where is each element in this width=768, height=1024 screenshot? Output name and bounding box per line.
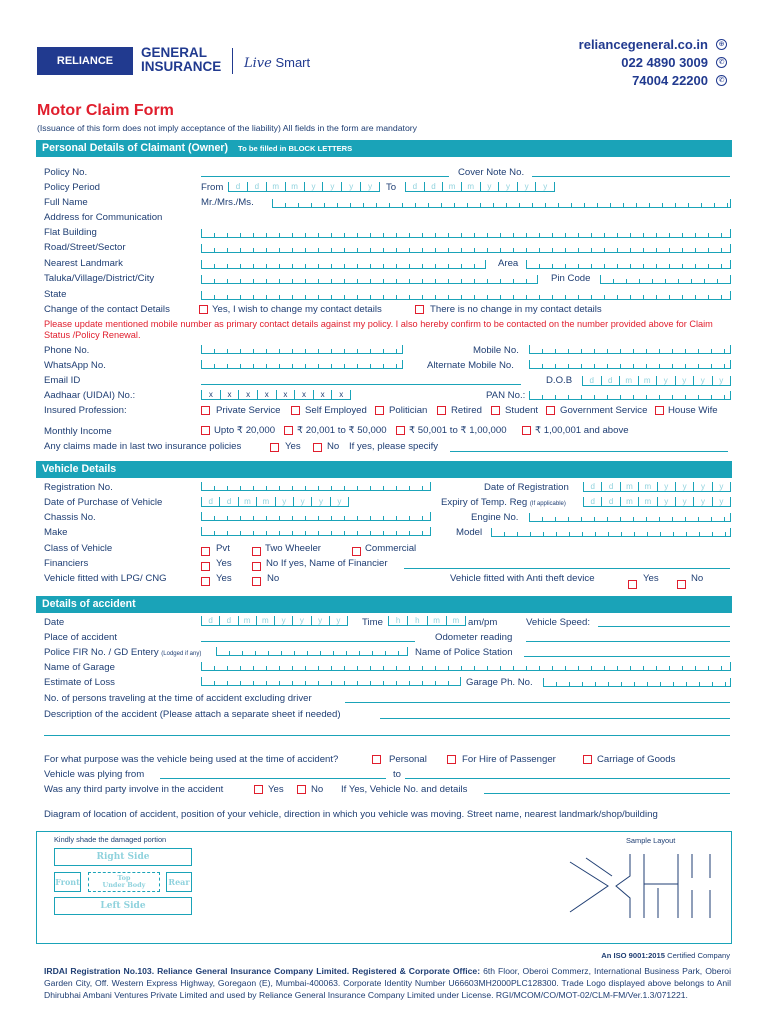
date-placeholder: y: [275, 616, 293, 625]
date-placeholder: y: [276, 497, 294, 506]
income-checkbox[interactable]: [522, 426, 531, 435]
date-placeholder: d: [602, 482, 620, 491]
car-rear[interactable]: Rear: [166, 872, 192, 892]
profession-option: House Wife: [668, 405, 718, 416]
date-placeholder: y: [312, 497, 330, 506]
car-right-side[interactable]: Right Side: [54, 848, 192, 866]
date-placeholder: m: [639, 376, 658, 385]
date-placeholder: y: [305, 182, 324, 191]
label-garage: Name of Garage: [44, 662, 115, 673]
date-placeholder: y: [330, 616, 348, 625]
label-anti-theft-no: No: [691, 573, 704, 584]
anti-theft-yes-checkbox[interactable]: [628, 580, 637, 589]
income-option: Upto ₹ 20,000: [214, 425, 276, 436]
label-diagram: Diagram of location of accident, position of your vehicle, direction in which you vehicle was moving. Street name, nearest landmark/shop/building: [44, 809, 658, 820]
iso-certification: An ISO 9001:2015 Certified Company: [601, 951, 730, 960]
aadhaar-mask-char: x: [314, 390, 333, 399]
date-placeholder: d: [584, 482, 602, 491]
income-checkbox[interactable]: [201, 426, 210, 435]
whatsapp-text: 74004 22200: [632, 73, 708, 88]
state-field[interactable]: [201, 291, 731, 300]
date-placeholder: m: [639, 497, 657, 506]
label-email: Email ID: [44, 375, 81, 386]
date-placeholder: d: [602, 497, 620, 506]
date-placeholder: y: [331, 497, 349, 506]
dob-field[interactable]: [582, 376, 731, 386]
date-placeholder: y: [481, 182, 500, 191]
profession-checkbox[interactable]: [655, 406, 664, 415]
aadhaar-field[interactable]: [201, 390, 351, 400]
label-address: Address for Communication: [44, 212, 163, 223]
garage-ph-field[interactable]: [543, 678, 731, 687]
label-change-contact: Change of the contact Details: [44, 304, 170, 315]
pan-field[interactable]: [529, 391, 731, 400]
contact-notice: Please update mentioned mobile number as primary contact details against my policy. I also hereby confirm to be contacted on the number provided above for Claim Status /Policy Renewal.: [44, 319, 713, 340]
financier-name-field[interactable]: [404, 568, 730, 569]
label-pin: Pin Code: [551, 273, 591, 284]
label-full-name: Full Name: [44, 197, 88, 208]
date-placeholder: m: [286, 182, 305, 191]
label-cover-note: Cover Note No.: [458, 167, 525, 178]
label-registration: Registration No.: [44, 482, 113, 493]
label-speed: Vehicle Speed:: [526, 617, 591, 628]
label-temp-reg: Expiry of Temp. Reg (If applicable): [441, 497, 566, 508]
label-plying-from: Vehicle was plying from: [44, 769, 145, 780]
date-placeholder: y: [499, 182, 518, 191]
label-odometer: Odometer reading: [435, 632, 513, 643]
website-text[interactable]: reliancegeneral.co.in: [578, 37, 708, 52]
date-placeholder: d: [220, 497, 238, 506]
cover-note-field[interactable]: [532, 176, 730, 177]
label-area: Area: [498, 258, 519, 269]
label-road: Road/Street/Sector: [44, 242, 126, 253]
class-checkbox[interactable]: [352, 547, 361, 556]
email-field[interactable]: [201, 384, 521, 385]
date-placeholder: y: [694, 376, 713, 385]
change-yes-checkbox[interactable]: [199, 305, 208, 314]
purpose-checkbox[interactable]: [583, 755, 592, 764]
label-lpg-no: No: [267, 573, 280, 584]
date-placeholder: y: [676, 497, 694, 506]
date-placeholder: m: [621, 482, 639, 491]
time-placeholder: m: [428, 616, 447, 625]
date-placeholder: y: [694, 482, 712, 491]
label-claims: Any claims made in last two insurance policies: [44, 441, 242, 452]
label-third-party: Was any third party involve in the accident: [44, 784, 224, 795]
label-time: Time: [362, 617, 383, 628]
financier-yes-checkbox[interactable]: [201, 562, 210, 571]
profession-checkbox[interactable]: [375, 406, 384, 415]
purpose-option: Carriage of Goods: [597, 754, 676, 765]
third-party-details-field[interactable]: [484, 793, 730, 794]
class-option: Pvt: [216, 543, 230, 554]
profession-option: Government Service: [560, 405, 648, 416]
landmark-field[interactable]: [201, 260, 486, 269]
label-from: From: [201, 182, 224, 193]
label-salutation: Mr./Mrs./Ms.: [201, 197, 254, 208]
date-placeholder: y: [293, 616, 311, 625]
label-police-station: Name of Police Station: [415, 647, 513, 658]
date-placeholder: d: [583, 376, 602, 385]
car-left-side[interactable]: Left Side: [54, 897, 192, 915]
label-claims-no: No: [327, 441, 340, 452]
fir-field[interactable]: [216, 647, 408, 656]
purpose-option: For Hire of Passenger: [462, 754, 556, 765]
pin-field[interactable]: [600, 275, 731, 284]
label-state: State: [44, 289, 67, 300]
phone-icon: ✆: [716, 57, 727, 68]
section-personal: Personal Details of Claimant (Owner) To be filled in BLOCK LETTERS: [36, 140, 732, 157]
purpose-option: Personal: [389, 754, 427, 765]
label-place: Place of accident: [44, 632, 118, 643]
label-claims-yes: Yes: [285, 441, 301, 452]
model-field[interactable]: [491, 528, 731, 537]
aadhaar-mask-char: x: [258, 390, 277, 399]
purpose-checkbox[interactable]: [447, 755, 456, 764]
aadhaar-mask-char: x: [332, 390, 351, 399]
date-placeholder: y: [658, 482, 676, 491]
purpose-checkbox[interactable]: [372, 755, 381, 764]
date-placeholder: m: [462, 182, 481, 191]
date-placeholder: y: [294, 497, 312, 506]
odometer-field[interactable]: [526, 641, 730, 642]
label-income: Monthly Income: [44, 426, 112, 437]
label-shade-damage: Kindly shade the damaged portion: [54, 835, 167, 844]
label-to: To: [386, 182, 397, 193]
date-placeholder: y: [657, 376, 676, 385]
aadhaar-mask-char: x: [202, 390, 221, 399]
garage-field[interactable]: [201, 662, 731, 671]
aadhaar-mask-char: x: [277, 390, 296, 399]
label-accident-date: Date: [44, 617, 65, 628]
date-placeholder: y: [713, 376, 732, 385]
date-placeholder: y: [713, 482, 731, 491]
label-pan: PAN No.:: [486, 390, 526, 401]
footer-registration: IRDAI Registration No.103. Reliance General Insurance Company Limited. Registered & Corporate Office: 6th Floor, Oberoi Commerz, International Business Park, Oberoi Garden City, Off. Western Express Highway, Goregaon (E), Mumbai-400063. Corporate Identity Number U66603MH2000PLC128300. Trade Logo displayed above belongs to Anil Dhirubhai Ambani Ventures Private Limited and used by Reliance General Insurance Company Limited under License. RGI/MCOM/CO/MOT-02/CLM-FM/Ver.1.3/071221.: [44, 966, 731, 1000]
area-field[interactable]: [526, 260, 731, 269]
label-mobile: Mobile No.: [473, 345, 519, 356]
date-placeholder: m: [239, 497, 257, 506]
class-checkbox[interactable]: [201, 547, 210, 556]
label-ampm: am/pm: [468, 617, 498, 628]
speed-field[interactable]: [598, 626, 730, 627]
third-party-no-checkbox[interactable]: [297, 785, 306, 794]
estimate-field[interactable]: [201, 677, 461, 686]
reliance-logo: RELIANCE: [37, 47, 133, 75]
label-phone: Phone No.: [44, 345, 90, 356]
label-claims-specify: If yes, please specify: [349, 441, 439, 452]
lpg-no-checkbox[interactable]: [252, 577, 261, 586]
full-name-field[interactable]: [272, 199, 731, 208]
label-change-yes: Yes, I wish to change my contact details: [212, 304, 382, 315]
brand-divider: [232, 48, 233, 74]
label-persons: No. of persons traveling at the time of accident excluding driver: [44, 693, 312, 704]
label-taluka: Taluka/Village/District/City: [44, 273, 155, 284]
date-placeholder: m: [620, 376, 639, 385]
make-field[interactable]: [201, 527, 431, 536]
label-sample-layout: Sample Layout: [626, 836, 676, 845]
alt-mobile-field[interactable]: [529, 360, 731, 369]
form-title: Motor Claim Form: [37, 102, 174, 119]
date-placeholder: y: [312, 616, 330, 625]
description-field[interactable]: [44, 735, 730, 736]
date-placeholder: y: [342, 182, 361, 191]
aadhaar-mask-char: x: [295, 390, 314, 399]
label-policy-period: Policy Period: [44, 182, 100, 193]
profession-checkbox[interactable]: [491, 406, 500, 415]
form-subtitle: (Issuance of this form does not imply acceptance of the liability) All fields in the form are mandatory: [37, 123, 418, 133]
label-class: Class of Vehicle: [44, 543, 113, 554]
date-placeholder: d: [229, 182, 248, 191]
place-field[interactable]: [201, 641, 415, 642]
lpg-yes-checkbox[interactable]: [201, 577, 210, 586]
date-placeholder: y: [676, 376, 695, 385]
road-field[interactable]: [201, 244, 731, 253]
income-option: ₹ 50,001 to ₹ 1,00,000: [409, 425, 507, 436]
claims-yes-checkbox[interactable]: [270, 443, 279, 452]
claims-no-checkbox[interactable]: [313, 443, 322, 452]
label-landmark: Nearest Landmark: [44, 258, 123, 269]
temp-reg-field[interactable]: [583, 497, 731, 507]
date-placeholder: y: [536, 182, 555, 191]
profession-checkbox[interactable]: [546, 406, 555, 415]
taluka-field[interactable]: [201, 275, 538, 284]
plying-to-field[interactable]: [405, 778, 730, 779]
profession-option: Private Service: [216, 405, 281, 416]
profession-option: Self Employed: [305, 405, 367, 416]
profession-checkbox[interactable]: [201, 406, 210, 415]
date-placeholder: d: [220, 616, 238, 625]
description-field[interactable]: [380, 718, 730, 719]
label-anti-theft: Vehicle fitted with Anti theft device: [450, 573, 595, 584]
profession-option: Retired: [451, 405, 482, 416]
car-top-under-body[interactable]: Top Under Body: [88, 872, 160, 892]
date-placeholder: m: [257, 616, 275, 625]
label-anti-theft-yes: Yes: [643, 573, 659, 584]
label-model: Model: [456, 527, 483, 538]
label-garage-ph: Garage Ph. No.: [466, 677, 533, 688]
income-checkbox[interactable]: [396, 426, 405, 435]
label-third-party-yes: Yes: [268, 784, 284, 795]
label-purpose: For what purpose was the vehicle being used at the time of accident?: [44, 754, 339, 765]
change-no-checkbox[interactable]: [415, 305, 424, 314]
brand-name: GENERAL INSURANCE: [141, 45, 222, 74]
label-change-no: There is no change in my contact details: [430, 304, 602, 315]
time-placeholder: h: [408, 616, 427, 625]
class-option: Two Wheeler: [265, 543, 321, 554]
label-purchase-date: Date of Purchase of Vehicle: [44, 497, 163, 508]
date-placeholder: m: [443, 182, 462, 191]
label-financier-no: No If yes, Name of Financier: [266, 558, 388, 569]
label-policy-no: Policy No.: [44, 167, 88, 178]
date-placeholder: d: [602, 376, 621, 385]
date-placeholder: d: [406, 182, 425, 191]
from-date-field[interactable]: [228, 182, 380, 192]
tagline: Live Smart: [244, 55, 311, 71]
date-placeholder: d: [202, 616, 220, 625]
label-make: Make: [44, 527, 68, 538]
label-alt-mobile: Alternate Mobile No.: [427, 360, 514, 371]
whatsapp-field[interactable]: [201, 360, 403, 369]
label-flat: Flat Building: [44, 227, 97, 238]
registration-field[interactable]: [201, 482, 431, 491]
profession-checkbox[interactable]: [437, 406, 446, 415]
date-placeholder: d: [248, 182, 267, 191]
phone-field[interactable]: [201, 345, 403, 354]
date-placeholder: y: [361, 182, 380, 191]
date-placeholder: y: [518, 182, 537, 191]
third-party-yes-checkbox[interactable]: [254, 785, 263, 794]
whatsapp-icon: ✆: [716, 75, 727, 86]
label-dob: D.O.B: [546, 375, 573, 386]
date-placeholder: d: [584, 497, 602, 506]
income-option: ₹ 1,00,001 and above: [535, 425, 629, 436]
time-placeholder: h: [389, 616, 408, 625]
date-placeholder: m: [257, 497, 275, 506]
to-date-field[interactable]: [405, 182, 555, 192]
label-reg-date: Date of Registration: [484, 482, 569, 493]
profession-option: Politician: [389, 405, 428, 416]
label-third-party-no: No: [311, 784, 324, 795]
accident-date-field[interactable]: [201, 616, 348, 626]
aadhaar-mask-char: x: [221, 390, 240, 399]
profession-checkbox[interactable]: [291, 406, 300, 415]
phone-text: 022 4890 3009: [621, 55, 708, 70]
globe-icon: ⊕: [716, 39, 727, 50]
income-checkbox[interactable]: [284, 426, 293, 435]
section-accident: Details of accident: [36, 596, 732, 613]
income-option: ₹ 20,001 to ₹ 50,000: [297, 425, 387, 436]
mobile-field[interactable]: [529, 345, 731, 354]
label-lpg: Vehicle fitted with LPG/ CNG: [44, 573, 167, 584]
car-front[interactable]: Front: [54, 872, 81, 892]
label-description: Description of the accident (Please attach a separate sheet if needed): [44, 709, 341, 720]
section-vehicle: Vehicle Details: [36, 461, 732, 478]
persons-field[interactable]: [345, 702, 730, 703]
label-aadhaar: Aadhaar (UIDAI) No.:: [44, 390, 136, 401]
date-placeholder: d: [425, 182, 444, 191]
date-placeholder: d: [202, 497, 220, 506]
engine-field[interactable]: [529, 513, 731, 522]
label-estimate: Estimate of Loss: [44, 677, 115, 688]
profession-option: Student: [505, 405, 539, 416]
date-placeholder: m: [621, 497, 639, 506]
claims-specify-field[interactable]: [450, 451, 728, 452]
label-third-party-details: If Yes, Vehicle No. and details: [341, 784, 468, 795]
label-financiers: Financiers: [44, 558, 89, 569]
label-chassis: Chassis No.: [44, 512, 96, 523]
time-placeholder: m: [447, 616, 466, 625]
flat-field[interactable]: [201, 229, 731, 238]
reg-date-field[interactable]: [583, 482, 731, 492]
date-placeholder: m: [267, 182, 286, 191]
date-placeholder: y: [658, 497, 676, 506]
date-placeholder: y: [323, 182, 342, 191]
purchase-date-field[interactable]: [201, 497, 349, 507]
date-placeholder: y: [713, 497, 731, 506]
label-fir: Police FIR No. / GD Entery (Lodged if any): [44, 647, 202, 658]
plying-from-field[interactable]: [160, 778, 386, 779]
aadhaar-mask-char: x: [239, 390, 258, 399]
label-whatsapp: WhatsApp No.: [44, 360, 106, 371]
class-checkbox[interactable]: [252, 547, 261, 556]
financier-no-checkbox[interactable]: [252, 562, 261, 571]
police-station-field[interactable]: [524, 656, 730, 657]
date-placeholder: y: [694, 497, 712, 506]
label-engine: Engine No.: [471, 512, 519, 523]
anti-theft-no-checkbox[interactable]: [677, 580, 686, 589]
date-placeholder: y: [676, 482, 694, 491]
accident-time-field[interactable]: [388, 616, 466, 626]
class-option: Commercial: [365, 543, 417, 554]
chassis-field[interactable]: [201, 512, 431, 521]
label-profession: Insured Profession:: [44, 405, 127, 416]
sample-layout-sketch: [560, 848, 720, 922]
label-plying-to: to: [393, 769, 402, 780]
date-placeholder: m: [639, 482, 657, 491]
label-lpg-yes: Yes: [216, 573, 232, 584]
date-placeholder: m: [239, 616, 257, 625]
policy-no-field[interactable]: [201, 176, 449, 177]
label-financier-yes: Yes: [216, 558, 232, 569]
